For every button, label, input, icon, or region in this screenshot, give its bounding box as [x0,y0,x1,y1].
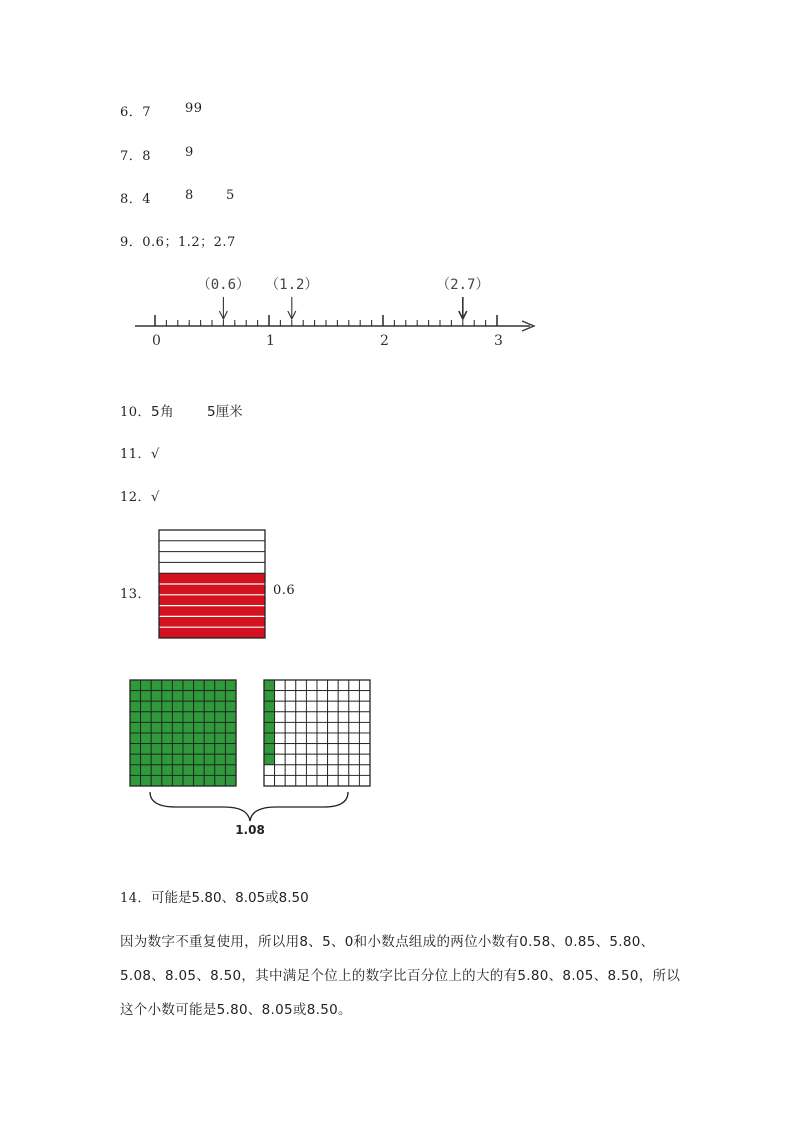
grid-cell-shaded [194,680,205,691]
marker-label: （0.6） [196,277,251,293]
grid-cell-shaded [151,680,162,691]
grid-cell-shaded [130,680,141,691]
grid-cell-shaded [204,754,215,765]
grid-cell-shaded [141,775,152,786]
grid-cell-shaded [151,744,162,755]
grid-cell-shaded [264,691,275,702]
grid-cell [338,691,349,702]
explanation-line-1: 因为数字不重复使用，所以用8、5、0和小数点组成的两位小数有0.58、0.85、5.80、 [120,934,655,950]
grid-cell [306,701,317,712]
grid-cell-shaded [264,754,275,765]
grid-cell [359,775,370,786]
grid-cell [349,701,360,712]
grid-cell-shaded [151,765,162,776]
grid-cell-shaded [194,691,205,702]
grid-cell [285,733,296,744]
grid-cell-shaded [141,733,152,744]
answer-number: 14． [120,891,152,906]
grid-cell [349,680,360,691]
grid-cell-shaded [141,765,152,776]
answer-10 [120,400,174,420]
grid-cell [328,680,339,691]
grid-cell-shaded [172,722,183,733]
answer-7 [120,145,151,164]
grid-cell-shaded [194,722,205,733]
grid-cell [275,765,286,776]
answer-13-value: 0.6 [273,583,296,598]
grid-cell [264,765,275,776]
answer-text: 0.6；1.2；2.7 [142,235,236,250]
grid-cell-shaded [141,722,152,733]
grid-cell-shaded [183,744,194,755]
grid-cell-shaded [151,722,162,733]
grid-cell-shaded [215,701,226,712]
grid-cell [275,744,286,755]
grid-cell-shaded [162,744,173,755]
grid-cell-shaded [204,691,215,702]
answer-8 [120,188,151,207]
grid-cell [328,733,339,744]
grid-cell-shaded [183,712,194,723]
grid-cell-shaded [130,691,141,702]
curly-brace [150,792,348,821]
grid-cell-shaded [225,765,236,776]
answer-12 [120,486,160,505]
grid-cell-shaded [141,754,152,765]
grid-cell [328,744,339,755]
grid-cell [359,765,370,776]
grid-cell-shaded [172,691,183,702]
grid-cell-shaded [172,680,183,691]
answer-8-part-2: 8 [185,188,194,203]
answer-number: 12． [120,490,152,505]
grid-cell [349,765,360,776]
grid-cell-shaded [225,701,236,712]
grid-cell-shaded [215,680,226,691]
grid-cell [349,712,360,723]
answer-8-part-3: 5 [226,188,235,203]
grid-cell-shaded [183,701,194,712]
grid-cell-shaded [162,775,173,786]
answer-number: 6． [120,105,143,120]
grid-cell-shaded [130,733,141,744]
grid-cell-shaded [183,765,194,776]
grid-cell-shaded [225,733,236,744]
grid-cell-shaded [130,754,141,765]
grid-cell-shaded [215,765,226,776]
grid-cell [296,712,307,723]
grid-cell [328,775,339,786]
grid-cell-shaded [172,754,183,765]
grid-cell-shaded [162,722,173,733]
grid-cell-shaded [162,701,173,712]
grid-cell-shaded [172,712,183,723]
grid-cell [275,775,286,786]
grid-cell [338,701,349,712]
grid-cell [275,722,286,733]
grid-cell-shaded [183,680,194,691]
grid-cell-shaded [215,754,226,765]
answer-6-part-2: 99 [185,101,203,116]
grid-cell [317,691,328,702]
grid-cell-shaded [194,775,205,786]
grid-cell-shaded [215,691,226,702]
grid-cell-shaded [141,691,152,702]
grid-cell [349,691,360,702]
grid-cell [317,754,328,765]
grid-cell [285,775,296,786]
hundred-grids-diagram [128,679,378,839]
grid-cell-shaded [194,754,205,765]
marker-label: （1.2） [265,277,319,293]
grid-cell [296,744,307,755]
grid-cell [328,722,339,733]
grid-total-label: 1.08 [235,823,265,837]
grid-cell [306,765,317,776]
grid-cell [285,712,296,723]
grid-cell [328,701,339,712]
grid-cell [306,712,317,723]
grid-cell-shaded [225,680,236,691]
grid-cell-shaded [194,701,205,712]
grid-cell [285,765,296,776]
answer-number: 9． [120,235,143,250]
hundred-grid-partial [264,680,370,786]
answer-14 [120,886,309,906]
grid-cell [306,680,317,691]
grid-cell [275,712,286,723]
answer-part: 4 [142,192,152,207]
grid-cell [285,701,296,712]
grid-cell [338,733,349,744]
grid-cell-shaded [225,722,236,733]
grid-cell-shaded [151,733,162,744]
grid-cell [359,701,370,712]
grid-cell-shaded [204,765,215,776]
grid-cell-shaded [183,691,194,702]
grid-cell-shaded [183,754,194,765]
grid-cell [275,680,286,691]
marker-label: （2.7） [436,277,490,293]
grid-cell [317,775,328,786]
grid-cell [285,722,296,733]
grid-cell [306,744,317,755]
answer-text: 可能是5.80、8.05或8.50 [151,890,309,906]
grid-cell [264,775,275,786]
grid-cell [338,722,349,733]
grid-cell [359,754,370,765]
grid-cell-shaded [264,744,275,755]
grid-cell [338,744,349,755]
grid-cell [306,754,317,765]
grid-cell [359,712,370,723]
grid-cell-shaded [151,691,162,702]
answer-number: 10． [120,405,152,420]
grid-cell [306,775,317,786]
grid-cell-shaded [204,712,215,723]
grid-cell-shaded [225,691,236,702]
grid-cell-shaded [172,775,183,786]
answer-13-number: 13． [120,587,152,602]
explanation-line-3: 这个小数可能是5.80、8.05或8.50。 [120,1002,352,1018]
grid-cell [317,680,328,691]
grid-cell-shaded [162,754,173,765]
grid-cell-shaded [204,744,215,755]
number-line-label: 1 [266,333,275,349]
tenths-bar-diagram [158,529,266,639]
answer-number: 7． [120,149,143,164]
grid-cell [296,754,307,765]
grid-cell-shaded [215,744,226,755]
answer-number: 11． [120,447,152,462]
grid-cell [349,722,360,733]
grid-cell [338,765,349,776]
grid-cell-shaded [130,712,141,723]
grid-cell-shaded [151,754,162,765]
grid-cell-shaded [194,712,205,723]
grid-cell-shaded [204,680,215,691]
grid-cell-shaded [172,701,183,712]
grid-cell-shaded [162,712,173,723]
grid-cell-shaded [264,712,275,723]
answer-11 [120,443,160,462]
grid-cell [359,744,370,755]
grid-cell [317,701,328,712]
answer-7-part-2: 9 [185,145,194,160]
grid-cell-shaded [151,701,162,712]
grid-cell [338,712,349,723]
grid-cell [296,722,307,733]
answer-part: 7 [142,105,152,120]
grid-cell-shaded [141,744,152,755]
grid-cell-shaded [183,722,194,733]
grid-cell [349,744,360,755]
grid-cell [328,691,339,702]
grid-cell-shaded [204,722,215,733]
grid-cell [349,754,360,765]
grid-cell [359,722,370,733]
grid-cell-shaded [225,775,236,786]
grid-cell-shaded [204,701,215,712]
grid-cell-shaded [194,733,205,744]
grid-cell-shaded [183,775,194,786]
answer-9 [120,231,236,250]
answer-6 [120,101,151,120]
grid-cell-shaded [225,712,236,723]
grid-cell-shaded [215,722,226,733]
grid-cell-shaded [215,733,226,744]
answer-10-part-2: 5厘米 [207,404,243,420]
grid-cell-shaded [162,765,173,776]
grid-cell-shaded [130,765,141,776]
grid-cell [296,765,307,776]
grid-cell-shaded [215,775,226,786]
grid-cell-shaded [162,733,173,744]
grid-cell-shaded [151,775,162,786]
grid-cell [338,754,349,765]
grid-cell [285,744,296,755]
grid-cell-shaded [172,733,183,744]
grid-cell-shaded [225,754,236,765]
grid-cell [338,775,349,786]
grid-cell [285,754,296,765]
grid-cell-shaded [264,701,275,712]
grid-cell [317,733,328,744]
grid-cell [296,733,307,744]
explanation-line-2: 5.08、8.05、8.50，其中满足个位上的数字比百分位上的大的有5.80、8.05、8.50，所以 [120,968,681,984]
grid-cell [306,691,317,702]
grid-cell-shaded [151,712,162,723]
grid-cell-shaded [130,775,141,786]
grid-cell-shaded [194,744,205,755]
check-mark: √ [151,490,160,505]
grid-cell [317,712,328,723]
grid-cell [275,733,286,744]
grid-cell-shaded [264,680,275,691]
grid-cell [359,733,370,744]
grid-cell [285,680,296,691]
answer-number: 8． [120,192,143,207]
grid-cell [317,744,328,755]
grid-cell-shaded [204,775,215,786]
grid-cell-shaded [172,744,183,755]
grid-cell-shaded [141,712,152,723]
grid-cell [296,701,307,712]
grid-cell-shaded [130,701,141,712]
number-line-label: 0 [152,333,161,349]
grid-cell [328,754,339,765]
grid-cell-shaded [141,680,152,691]
check-mark: √ [151,447,160,462]
grid-cell [296,691,307,702]
grid-cell-shaded [204,733,215,744]
grid-cell [285,691,296,702]
grid-cell [349,775,360,786]
grid-cell-shaded [172,765,183,776]
grid-cell-shaded [162,691,173,702]
grid-cell [328,765,339,776]
grid-cell [338,680,349,691]
number-line [130,272,550,352]
grid-cell [349,733,360,744]
grid-cell [359,691,370,702]
grid-cell-shaded [264,733,275,744]
grid-cell [296,775,307,786]
grid-cell-shaded [130,722,141,733]
grid-cell-shaded [215,712,226,723]
grid-cell [306,733,317,744]
hundred-grid-full [130,680,236,786]
grid-cell-shaded [162,680,173,691]
number-line-label: 2 [380,333,389,349]
answer-part: 5角 [151,404,175,420]
grid-cell [317,722,328,733]
grid-cell [306,722,317,733]
grid-cell [317,765,328,776]
grid-cell-shaded [264,722,275,733]
grid-cell [275,701,286,712]
number-line-label: 3 [494,333,503,349]
grid-cell-shaded [183,733,194,744]
grid-cell [275,754,286,765]
answer-part: 8 [142,149,152,164]
grid-cell [275,691,286,702]
grid-cell-shaded [225,744,236,755]
grid-cell-shaded [194,765,205,776]
grid-cell [328,712,339,723]
grid-cell-shaded [130,744,141,755]
grid-cell [296,680,307,691]
grid-cell [359,680,370,691]
grid-cell-shaded [141,701,152,712]
